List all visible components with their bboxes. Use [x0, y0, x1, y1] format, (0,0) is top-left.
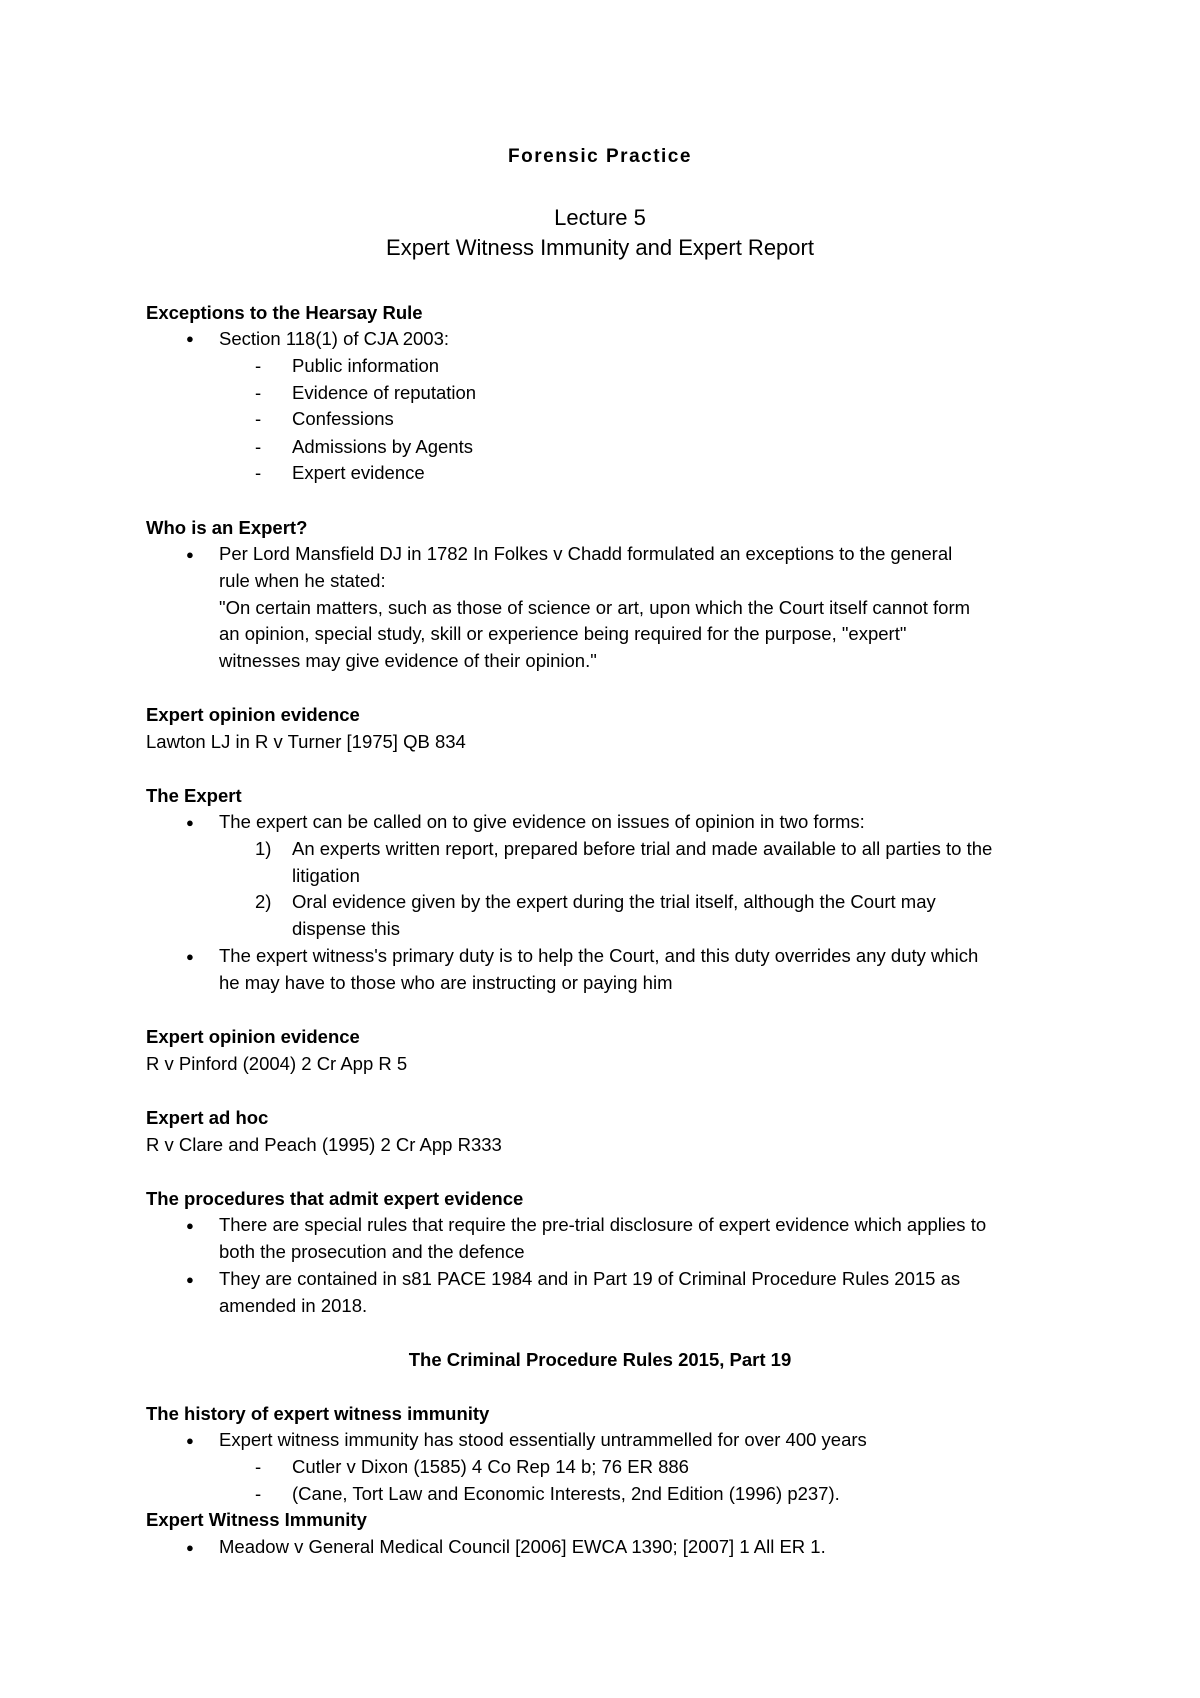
case-citation: R v Pinford (2004) 2 Cr App R 5 — [146, 1053, 408, 1074]
list-item: Public information — [292, 355, 440, 376]
section-heading-hearsay: Exceptions to the Hearsay Rule — [146, 302, 423, 323]
list-item: Evidence of reputation — [292, 382, 477, 403]
dash: - — [255, 382, 262, 403]
list-number: 1) — [255, 838, 272, 859]
list-number: 2) — [255, 891, 272, 912]
section-heading-history: The history of expert witness immunity — [146, 1403, 490, 1424]
course-title: Forensic Practice — [508, 146, 692, 167]
list-item: (Cane, Tort Law and Economic Interests, 2nd Edition (1996) p237). — [292, 1483, 840, 1504]
section-heading-expert: The Expert — [146, 785, 242, 806]
centered-heading-crp: The Criminal Procedure Rules 2015, Part 19 — [408, 1349, 792, 1370]
bullet: ● — [186, 1272, 194, 1287]
list-item: dispense this — [292, 918, 400, 939]
section-heading-immunity: Expert Witness Immunity — [146, 1509, 367, 1530]
list-item: They are contained in s81 PACE 1984 and in Part 19 of Criminal Procedure Rules 2015 as — [219, 1268, 961, 1289]
list-item: Confessions — [292, 408, 394, 429]
list-item: The expert witness's primary duty is to help the Court, and this duty overrides any duty which — [219, 945, 979, 966]
dash: - — [255, 462, 262, 483]
lecture-number: Lecture 5 — [554, 205, 646, 230]
case-citation: Lawton LJ in R v Turner [1975] QB 834 — [146, 731, 466, 752]
list-item: he may have to those who are instructing or paying him — [219, 972, 673, 993]
list-item: An experts written report, prepared before trial and made available to all parties to the — [292, 838, 993, 859]
bullet: ● — [186, 1433, 194, 1448]
bullet: ● — [186, 1218, 194, 1233]
list-item: Expert witness immunity has stood essentially untrammelled for over 400 years — [219, 1429, 867, 1450]
bullet: ● — [186, 1540, 194, 1555]
dash: - — [255, 1456, 262, 1477]
bullet: ● — [186, 547, 194, 562]
bullet: ● — [186, 815, 194, 830]
bullet: ● — [186, 949, 194, 964]
paragraph-line: rule when he stated: — [219, 570, 386, 591]
paragraph-line: "On certain matters, such as those of science or art, upon which the Court itself cannot form — [219, 597, 971, 618]
list-item: Admissions by Agents — [292, 436, 473, 457]
case-citation: R v Clare and Peach (1995) 2 Cr App R333 — [146, 1134, 502, 1155]
section-heading-adhoc: Expert ad hoc — [146, 1107, 269, 1128]
section-heading-procedures: The procedures that admit expert evidence — [146, 1188, 524, 1209]
list-item: Cutler v Dixon (1585) 4 Co Rep 14 b; 76 ER 886 — [292, 1456, 689, 1477]
paragraph-line: an opinion, special study, skill or experience being required for the purpose, "expert" — [219, 623, 907, 644]
list-item: both the prosecution and the defence — [219, 1241, 525, 1262]
list-item: Section 118(1) of CJA 2003: — [219, 328, 450, 349]
list-item: Expert evidence — [292, 462, 425, 483]
paragraph-line: Per Lord Mansfield DJ in 1782 In Folkes v Chadd formulated an exceptions to the general — [219, 543, 953, 564]
list-item: The expert can be called on to give evidence on issues of opinion in two forms: — [219, 811, 865, 832]
list-item: Meadow v General Medical Council [2006] EWCA 1390; [2007] 1 All ER 1. — [219, 1536, 826, 1557]
list-item: amended in 2018. — [219, 1295, 368, 1316]
lecture-title: Expert Witness Immunity and Expert Report — [386, 235, 814, 260]
dash: - — [255, 408, 262, 429]
section-heading-opinion: Expert opinion evidence — [146, 704, 360, 725]
list-item: Oral evidence given by the expert during the trial itself, although the Court may — [292, 891, 936, 912]
list-item: litigation — [292, 865, 360, 886]
dash: - — [255, 1483, 262, 1504]
section-heading-opinion-2: Expert opinion evidence — [146, 1026, 360, 1047]
section-heading-who: Who is an Expert? — [146, 517, 308, 538]
paragraph-line: witnesses may give evidence of their opinion." — [219, 650, 597, 671]
bullet: ● — [186, 331, 194, 346]
dash: - — [255, 436, 262, 457]
dash: - — [255, 355, 262, 376]
list-item: There are special rules that require the pre-trial disclosure of expert evidence which applies to — [219, 1214, 987, 1235]
